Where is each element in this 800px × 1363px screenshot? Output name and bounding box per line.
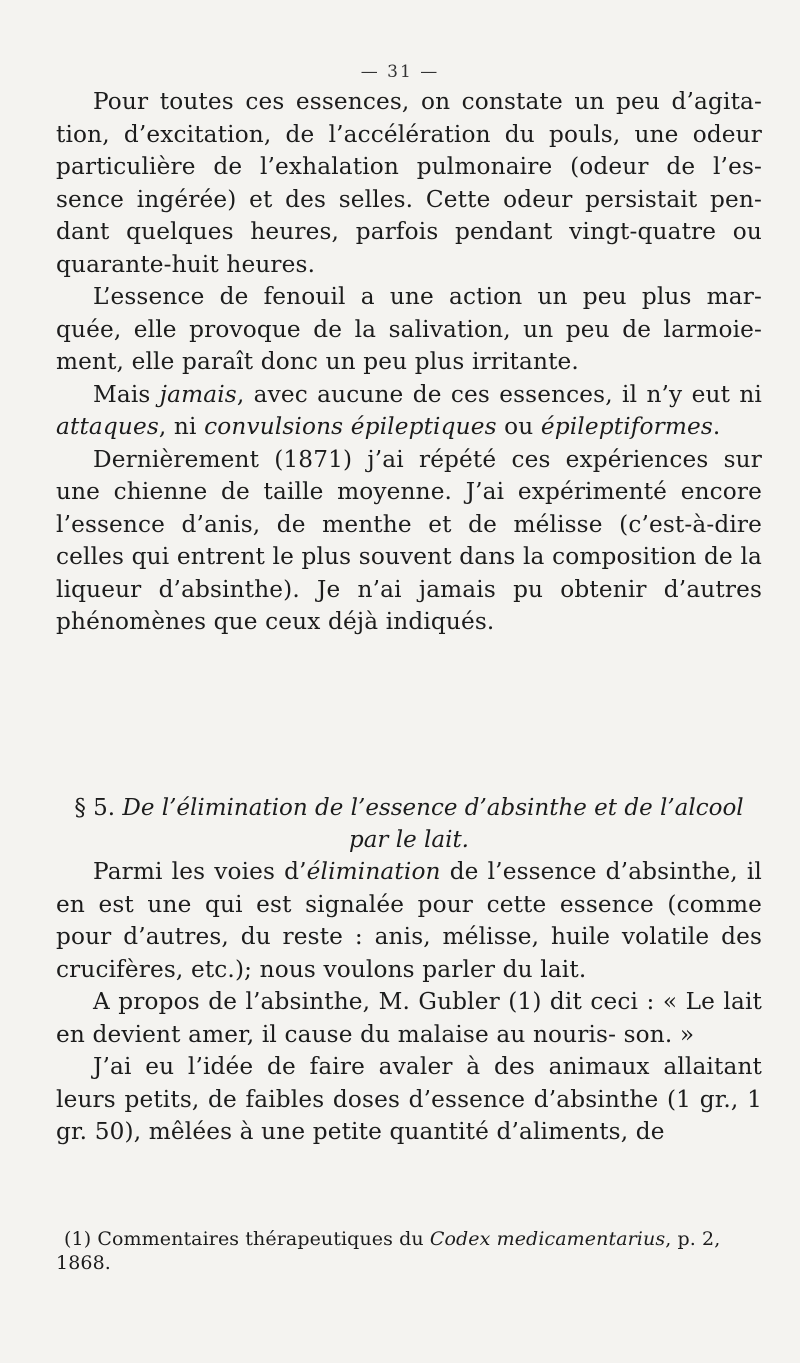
- section-number: § 5.: [74, 795, 116, 821]
- footnote: (1) Commentaires thérapeutiques du Codex medicamentarius, p. 2, 1868.: [56, 1228, 721, 1274]
- paragraph-4: Dernièrement (1871) j’ai répété ces expériences sur une chienne de taille moyenne. J’ai expérimenté encore l’essence d’anis, de menthe et de mélisse (c’est-à-dire celles qui entrent le plus souvent dans la composition de la liqueur d’absinthe). Je n’ai jamais pu obtenir d’autres phénomènes que ceux déjà indiqués.: [56, 445, 762, 635]
- paragraph-6: A propos de l’absinthe, M. Gubler (1) dit ceci : « Le lait en devient amer, il cause du malaise au nouris- son. »: [56, 988, 762, 1048]
- section-heading: [56, 792, 762, 856]
- paragraph-1: Pour toutes ces essences, on constate un peu d’agita- tion, d’excitation, de l’accélération du pouls, une odeur particulière de l’exhalation pulmonaire (odeur de l’es- sence ingérée) et des selles. Cette odeur persistait pen- dant quelques heures, parfois pendant vingt-quatre ou quarante-huit heures.: [56, 88, 762, 278]
- paragraph-7: J’ai eu l’idée de faire avaler à des animaux allaitant leurs petits, de faibles doses d’essence d’absinthe (1 gr., 1 gr. 50), mêlées à une petite quantité d’aliments, de: [56, 1053, 762, 1145]
- paragraph-5: Parmi les voies d’élimination de l’essence d’absinthe, il en est une qui est signalée pour cette essence (comme pour d’autres, du reste : anis, mélisse, huile volatile des crucifères, etc.); nous voulons parler du lait.: [56, 858, 762, 983]
- section-title: De l’élimination de l’essence d’absinthe et de l’alcool par le lait.: [122, 795, 744, 853]
- text-block-top: [56, 86, 762, 639]
- text-block-bottom: [56, 856, 762, 1149]
- paragraph-3: Mais jamais, avec aucune de ces essences, il n’y eut ni attaques, ni convulsions épileptiques ou épileptiformes.: [56, 380, 762, 440]
- paragraph-2: L’essence de fenouil a une action un peu plus mar- quée, elle provoque de la salivation, un peu de larmoie- ment, elle paraît donc un peu plus irritante.: [56, 283, 762, 375]
- page-number: — 31 —: [360, 62, 440, 82]
